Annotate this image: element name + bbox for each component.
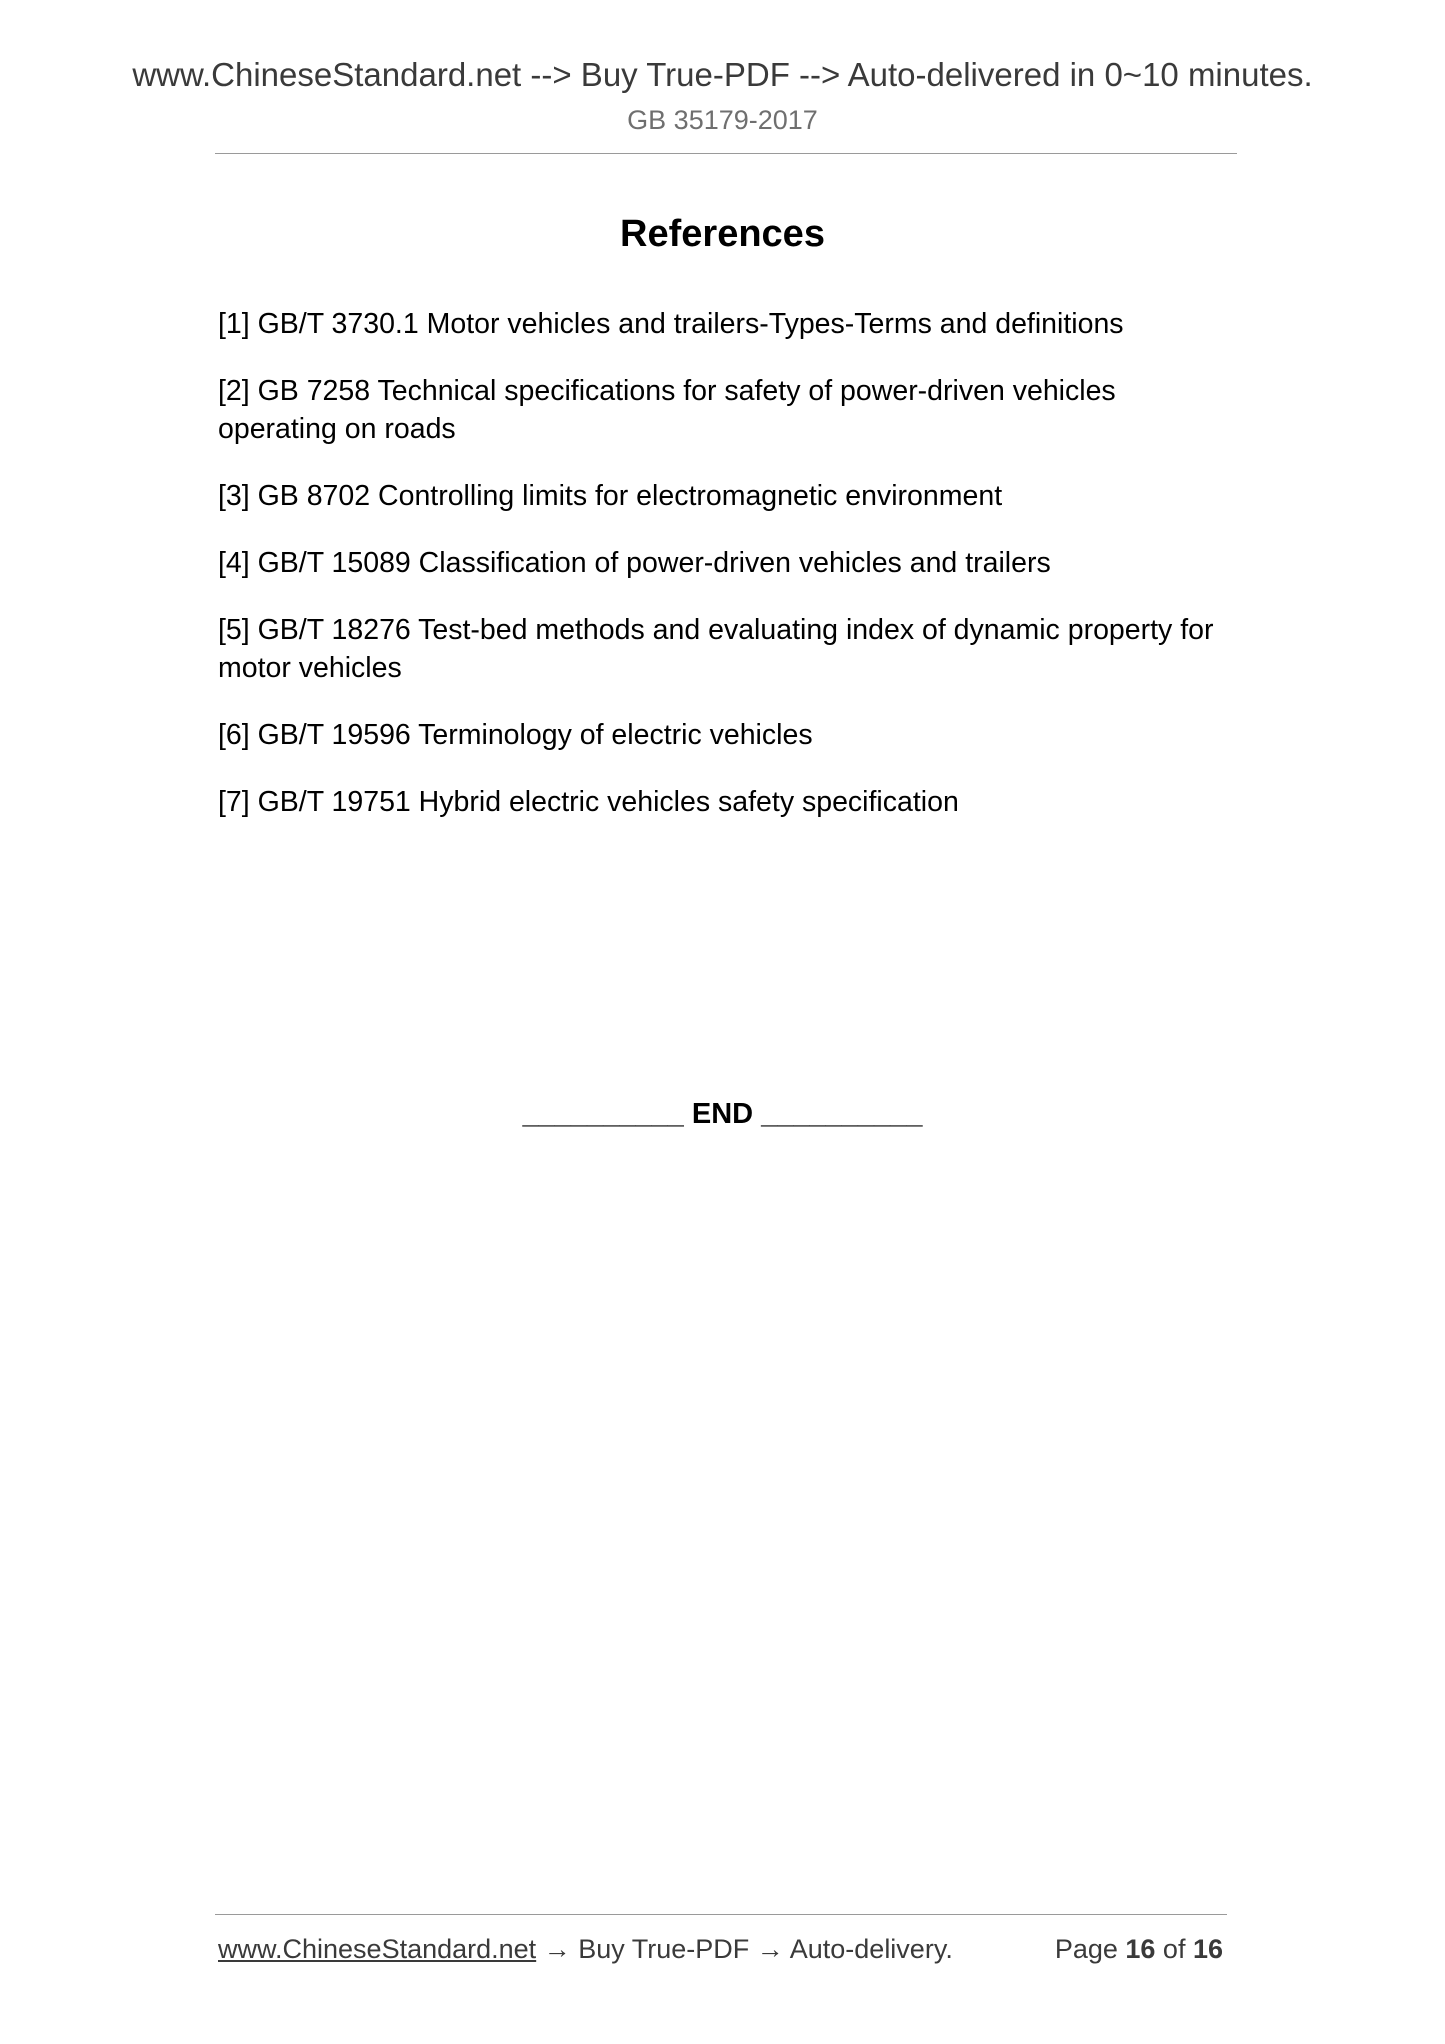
- reference-item: [7] GB/T 19751 Hybrid electric vehicles safety specification: [218, 786, 959, 818]
- footer-tagline: → Buy True-PDF → Auto-delivery.: [536, 1934, 953, 1964]
- page-total: 16: [1192, 1934, 1223, 1964]
- reference-item: [5] GB/T 18276 Test-bed methods and evaluating index of dynamic property for motor vehicles: [218, 614, 1214, 684]
- footer-website-link[interactable]: www.ChineseStandard.net: [218, 1934, 537, 1964]
- document-code: GB 35179-2017: [627, 105, 818, 135]
- end-marker: __________ END __________: [522, 1098, 923, 1130]
- footer-divider: [215, 1914, 1227, 1915]
- reference-item: [1] GB/T 3730.1 Motor vehicles and trailers-Types-Terms and definitions: [218, 308, 1124, 340]
- reference-item: [6] GB/T 19596 Terminology of electric vehicles: [218, 719, 813, 751]
- header-banner: www.ChineseStandard.net --> Buy True-PDF --> Auto-delivered in 0~10 minutes.: [132, 56, 1313, 93]
- reference-list: [218, 305, 1228, 850]
- reference-item: [3] GB 8702 Controlling limits for electromagnetic environment: [218, 480, 1003, 512]
- page-title: References: [620, 213, 825, 255]
- page-number: [1055, 1933, 1223, 1965]
- page-label: Page: [1054, 1934, 1126, 1964]
- footer-left: [218, 1933, 953, 1965]
- reference-item: [2] GB 7258 Technical specifications for safety of power-driven vehicles operating on roads: [218, 375, 1116, 445]
- page-current: 16: [1125, 1934, 1156, 1964]
- reference-item: [4] GB/T 15089 Classification of power-driven vehicles and trailers: [218, 547, 1051, 579]
- page-of: of: [1155, 1934, 1193, 1964]
- header-divider: [215, 153, 1237, 154]
